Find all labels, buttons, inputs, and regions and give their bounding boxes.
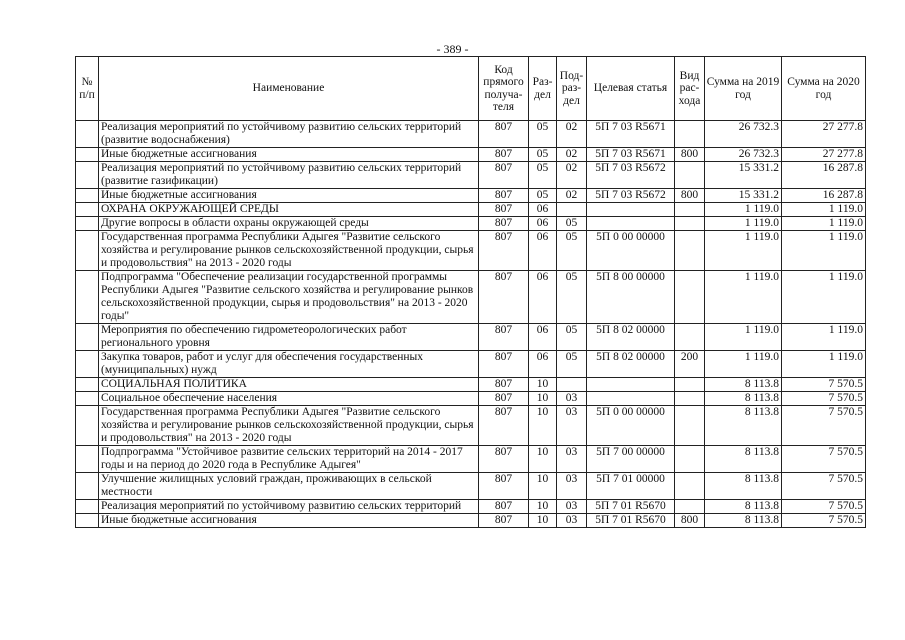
cell-name: Улучшение жилищных условий граждан, проживающих в сельской местности <box>99 473 479 500</box>
header-name: Наименование <box>99 57 479 121</box>
table-row <box>76 500 866 514</box>
cell-target: 5П 0 00 00000 <box>587 406 675 446</box>
table-row <box>76 271 866 324</box>
cell-target: 5П 7 03 R5671 <box>587 121 675 148</box>
cell-num <box>76 406 99 446</box>
cell-num <box>76 500 99 514</box>
table-row <box>76 351 866 378</box>
cell-sum-2020: 1 119.0 <box>782 324 866 351</box>
cell-sum-2019: 26 732.3 <box>705 121 782 148</box>
cell-sum-2019: 8 113.8 <box>705 378 782 392</box>
cell-section: 10 <box>529 473 557 500</box>
cell-sum-2019: 1 119.0 <box>705 324 782 351</box>
cell-code: 807 <box>479 324 529 351</box>
header-row <box>76 57 866 121</box>
cell-target: 5П 0 00 00000 <box>587 231 675 271</box>
cell-name: Иные бюджетные ассигнования <box>99 189 479 203</box>
cell-section: 06 <box>529 351 557 378</box>
cell-section: 10 <box>529 392 557 406</box>
cell-subsection: 02 <box>557 162 587 189</box>
table-row <box>76 378 866 392</box>
cell-subsection: 03 <box>557 392 587 406</box>
cell-sum-2020: 16 287.8 <box>782 189 866 203</box>
cell-sum-2020: 7 570.5 <box>782 446 866 473</box>
header-section: Раз-дел <box>529 57 557 121</box>
cell-section: 06 <box>529 231 557 271</box>
table-row <box>76 121 866 148</box>
header-num: № п/п <box>76 57 99 121</box>
cell-target: 5П 7 01 R5670 <box>587 500 675 514</box>
cell-name: Закупка товаров, работ и услуг для обеспечения государственных (муниципальных) нужд <box>99 351 479 378</box>
cell-subsection: 05 <box>557 324 587 351</box>
cell-sum-2019: 8 113.8 <box>705 500 782 514</box>
table-row <box>76 217 866 231</box>
header-target: Целевая статья <box>587 57 675 121</box>
cell-name: Реализация мероприятий по устойчивому развитию сельских территорий (развитие газификации) <box>99 162 479 189</box>
cell-name: СОЦИАЛЬНАЯ ПОЛИТИКА <box>99 378 479 392</box>
cell-subsection: 03 <box>557 406 587 446</box>
cell-section: 05 <box>529 148 557 162</box>
cell-code: 807 <box>479 162 529 189</box>
cell-section: 10 <box>529 446 557 473</box>
cell-sum-2020: 1 119.0 <box>782 203 866 217</box>
cell-num <box>76 378 99 392</box>
cell-num <box>76 351 99 378</box>
table-row <box>76 162 866 189</box>
cell-expense-type: 200 <box>675 351 705 378</box>
cell-code: 807 <box>479 446 529 473</box>
cell-expense-type <box>675 446 705 473</box>
cell-num <box>76 217 99 231</box>
cell-sum-2020: 1 119.0 <box>782 217 866 231</box>
cell-name: Реализация мероприятий по устойчивому развитию сельских территорий <box>99 500 479 514</box>
cell-target: 5П 8 00 00000 <box>587 271 675 324</box>
cell-sum-2020: 16 287.8 <box>782 162 866 189</box>
cell-sum-2019: 1 119.0 <box>705 271 782 324</box>
table-row <box>76 231 866 271</box>
cell-subsection: 03 <box>557 446 587 473</box>
cell-expense-type: 800 <box>675 514 705 528</box>
cell-num <box>76 473 99 500</box>
cell-section: 05 <box>529 162 557 189</box>
cell-name: Подпрограмма "Устойчивое развитие сельских территорий на 2014 - 2017 годы и на период до 2020 года в Республике Адыгея" <box>99 446 479 473</box>
table-row <box>76 392 866 406</box>
cell-sum-2019: 15 331.2 <box>705 162 782 189</box>
header-code: Код прямого получа-теля <box>479 57 529 121</box>
cell-subsection: 03 <box>557 500 587 514</box>
cell-target: 5П 8 02 00000 <box>587 324 675 351</box>
cell-code: 807 <box>479 189 529 203</box>
cell-section: 06 <box>529 324 557 351</box>
cell-subsection: 05 <box>557 217 587 231</box>
cell-code: 807 <box>479 351 529 378</box>
cell-code: 807 <box>479 148 529 162</box>
cell-code: 807 <box>479 473 529 500</box>
cell-target <box>587 203 675 217</box>
cell-target: 5П 7 01 R5670 <box>587 514 675 528</box>
cell-expense-type: 800 <box>675 189 705 203</box>
cell-num <box>76 121 99 148</box>
cell-name: Государственная программа Республики Адыгея "Развитие сельского хозяйства и регулирование рынков сельскохозяйственной продукции, сырья и продовольствия" на 2013 - 2020 годы <box>99 231 479 271</box>
cell-sum-2019: 1 119.0 <box>705 203 782 217</box>
cell-expense-type <box>675 392 705 406</box>
cell-expense-type <box>675 324 705 351</box>
cell-expense-type <box>675 231 705 271</box>
header-sum-2020: Сумма на 2020 год <box>782 57 866 121</box>
cell-target: 5П 7 03 R5672 <box>587 162 675 189</box>
cell-target <box>587 217 675 231</box>
cell-section: 10 <box>529 500 557 514</box>
cell-target: 5П 7 03 R5671 <box>587 148 675 162</box>
cell-sum-2019: 8 113.8 <box>705 392 782 406</box>
cell-target <box>587 392 675 406</box>
cell-code: 807 <box>479 392 529 406</box>
cell-num <box>76 203 99 217</box>
cell-target <box>587 378 675 392</box>
cell-subsection: 03 <box>557 473 587 500</box>
cell-num <box>76 514 99 528</box>
cell-target: 5П 7 01 00000 <box>587 473 675 500</box>
cell-sum-2019: 8 113.8 <box>705 446 782 473</box>
cell-section: 10 <box>529 378 557 392</box>
cell-name: Иные бюджетные ассигнования <box>99 514 479 528</box>
cell-target: 5П 8 02 00000 <box>587 351 675 378</box>
cell-expense-type <box>675 473 705 500</box>
cell-name: Иные бюджетные ассигнования <box>99 148 479 162</box>
table-row <box>76 473 866 500</box>
cell-sum-2019: 1 119.0 <box>705 231 782 271</box>
cell-sum-2020: 27 277.8 <box>782 121 866 148</box>
cell-code: 807 <box>479 231 529 271</box>
cell-expense-type <box>675 121 705 148</box>
cell-name: Реализация мероприятий по устойчивому развитию сельских территорий (развитие водоснабжения) <box>99 121 479 148</box>
cell-expense-type <box>675 406 705 446</box>
cell-subsection: 05 <box>557 271 587 324</box>
cell-sum-2019: 1 119.0 <box>705 217 782 231</box>
cell-subsection: 03 <box>557 514 587 528</box>
table-row <box>76 189 866 203</box>
cell-sum-2020: 7 570.5 <box>782 473 866 500</box>
cell-name: ОХРАНА ОКРУЖАЮЩЕЙ СРЕДЫ <box>99 203 479 217</box>
budget-table <box>75 56 866 528</box>
cell-subsection: 02 <box>557 189 587 203</box>
header-subsection: Под-раз-дел <box>557 57 587 121</box>
cell-sum-2019: 8 113.8 <box>705 406 782 446</box>
cell-sum-2019: 1 119.0 <box>705 351 782 378</box>
cell-code: 807 <box>479 121 529 148</box>
cell-section: 05 <box>529 189 557 203</box>
cell-sum-2020: 7 570.5 <box>782 406 866 446</box>
cell-expense-type <box>675 500 705 514</box>
cell-code: 807 <box>479 406 529 446</box>
table-row <box>76 406 866 446</box>
cell-section: 10 <box>529 514 557 528</box>
cell-num <box>76 148 99 162</box>
cell-subsection: 05 <box>557 351 587 378</box>
cell-target: 5П 7 03 R5672 <box>587 189 675 203</box>
cell-section: 06 <box>529 271 557 324</box>
cell-num <box>76 446 99 473</box>
cell-code: 807 <box>479 217 529 231</box>
cell-sum-2019: 15 331.2 <box>705 189 782 203</box>
cell-section: 10 <box>529 406 557 446</box>
cell-subsection: 02 <box>557 148 587 162</box>
cell-target: 5П 7 00 00000 <box>587 446 675 473</box>
cell-sum-2019: 26 732.3 <box>705 148 782 162</box>
cell-name: Государственная программа Республики Адыгея "Развитие сельского хозяйства и регулирование рынков сельскохозяйственной продукции, сырья и продовольствия" на 2013 - 2020 годы <box>99 406 479 446</box>
cell-sum-2020: 7 570.5 <box>782 378 866 392</box>
cell-sum-2020: 27 277.8 <box>782 148 866 162</box>
cell-sum-2019: 8 113.8 <box>705 473 782 500</box>
cell-expense-type <box>675 162 705 189</box>
cell-code: 807 <box>479 514 529 528</box>
cell-subsection: 05 <box>557 231 587 271</box>
cell-num <box>76 162 99 189</box>
cell-sum-2020: 7 570.5 <box>782 392 866 406</box>
cell-section: 06 <box>529 217 557 231</box>
cell-expense-type <box>675 378 705 392</box>
cell-sum-2020: 7 570.5 <box>782 514 866 528</box>
cell-sum-2019: 8 113.8 <box>705 514 782 528</box>
table-row <box>76 514 866 528</box>
header-expense-type: Вид рас-хода <box>675 57 705 121</box>
cell-expense-type <box>675 271 705 324</box>
cell-sum-2020: 1 119.0 <box>782 351 866 378</box>
cell-num <box>76 231 99 271</box>
cell-expense-type: 800 <box>675 148 705 162</box>
cell-expense-type <box>675 203 705 217</box>
header-sum-2019: Сумма на 2019 год <box>705 57 782 121</box>
cell-name: Мероприятия по обеспечению гидрометеорологических работ регионального уровня <box>99 324 479 351</box>
cell-code: 807 <box>479 203 529 217</box>
cell-code: 807 <box>479 271 529 324</box>
cell-sum-2020: 1 119.0 <box>782 231 866 271</box>
cell-name: Социальное обеспечение населения <box>99 392 479 406</box>
cell-name: Другие вопросы в области охраны окружающей среды <box>99 217 479 231</box>
table-row <box>76 324 866 351</box>
cell-subsection <box>557 203 587 217</box>
cell-expense-type <box>675 217 705 231</box>
cell-num <box>76 189 99 203</box>
cell-section: 06 <box>529 203 557 217</box>
table-row <box>76 203 866 217</box>
page-number: - 389 - <box>436 42 469 56</box>
cell-num <box>76 324 99 351</box>
cell-code: 807 <box>479 378 529 392</box>
cell-sum-2020: 7 570.5 <box>782 500 866 514</box>
cell-num <box>76 271 99 324</box>
cell-section: 05 <box>529 121 557 148</box>
table-row <box>76 446 866 473</box>
cell-code: 807 <box>479 500 529 514</box>
cell-name: Подпрограмма "Обеспечение реализации государственной программы Республики Адыгея "Развитие сельского хозяйства и регулирование рынков сельскохозяйственной продукции, сырья и продовольствия" на 2013 - 2020 годы" <box>99 271 479 324</box>
cell-num <box>76 392 99 406</box>
cell-subsection: 02 <box>557 121 587 148</box>
cell-subsection <box>557 378 587 392</box>
cell-sum-2020: 1 119.0 <box>782 271 866 324</box>
table-row <box>76 148 866 162</box>
